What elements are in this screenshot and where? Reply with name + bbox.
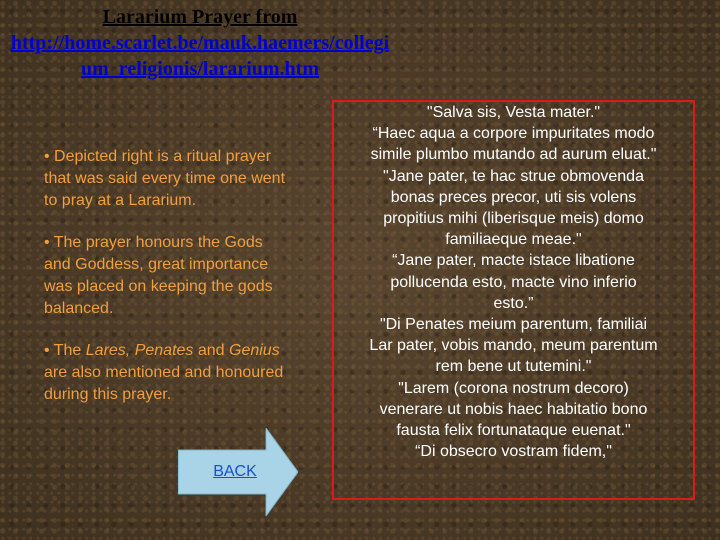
genius-term: Genius	[229, 342, 280, 359]
prayer-line: "Salva sis, Vesta mater."	[426, 104, 601, 121]
prayer-line: "Jane pater, te hac strue obmovenda	[383, 167, 644, 185]
title-text: Lararium Prayer from	[102, 6, 298, 28]
bullet-item: • The prayer honours the Gods and Goddess, great importance was placed on keeping the gods balanced.	[44, 234, 273, 317]
bullet-item	[44, 340, 292, 406]
bullet-item: • Depicted right is a ritual prayer that was said every time one went to pray at a Lararium.	[44, 148, 286, 209]
bullet-text: and	[193, 342, 229, 359]
bullet-text: • The	[44, 342, 86, 359]
prayer-line: “Haec aqua a corpore impuritates modo	[372, 125, 655, 143]
bullet-list	[44, 146, 292, 426]
prayer-line: propitius mihi (liberisque meis) domo	[383, 210, 644, 228]
prayer-line: fausta felix fortunataque euenat."	[396, 422, 631, 440]
prayer-line: familiaeque meae."	[445, 231, 582, 249]
prayer-line: pollucenda esto, macte vino inferio	[390, 273, 637, 291]
prayer-line: "Larem (corona nostrum decoro)	[398, 379, 629, 397]
bullet-text: are also mentioned and honoured during this prayer.	[44, 364, 284, 403]
prayer-line: simile plumbo mutando ad aurum eluat."	[370, 146, 657, 164]
prayer-line: "Di Penates meium parentum, familiai	[379, 316, 648, 334]
prayer-box	[332, 100, 695, 500]
lares-penates-term: Lares, Penates	[85, 342, 194, 359]
prayer-line: “Jane pater, macte istace libatione	[392, 252, 635, 270]
prayer-line: rem bene ut tutemini."	[435, 358, 592, 376]
back-button[interactable]: BACK	[213, 463, 257, 480]
prayer-line: “Di obsecro vostram fidem,"	[415, 443, 612, 461]
prayer-line: venerare ut nobis haec habitatio bono	[379, 400, 648, 418]
slide-title	[0, 4, 400, 82]
source-link[interactable]: http://home.scarlet.be/mauk.haemers/collegium_religionis/lararium.htm	[10, 32, 390, 80]
prayer-line: esto.”	[493, 294, 534, 312]
prayer-line: Lar pater, vobis mando, meum parentum	[369, 337, 658, 355]
prayer-line: bonas preces precor, uti sis volens	[390, 188, 637, 206]
